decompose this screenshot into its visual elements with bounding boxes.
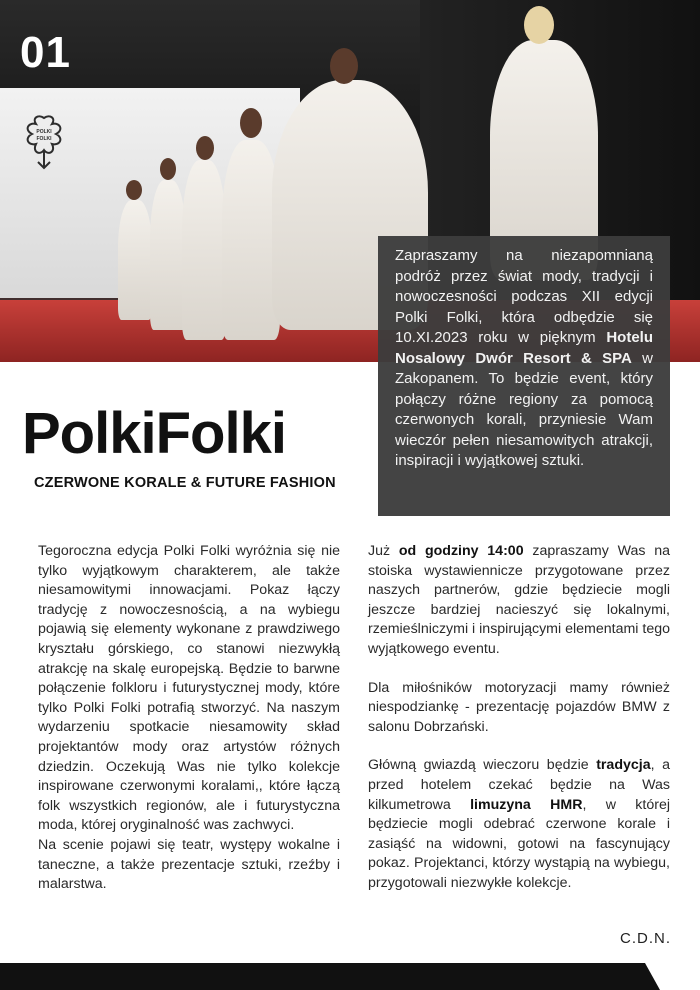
time-highlight: od godziny 14:00 xyxy=(398,543,524,559)
text-span: Już xyxy=(368,543,399,559)
right-column xyxy=(368,542,670,894)
right-paragraph-2: Dla miłośników motoryzacji mamy również niespodziankę - prezentację pojazdów BMW z salonu Dobrzański. xyxy=(368,679,670,735)
right-paragraph-3 xyxy=(368,756,670,893)
text-span: , w której będziecie mogli odebrać czerwone korale i zasiąść na widowni, gotowi na fascynujący pokaz. Projektanci, którzy wystąpią na wybiegu, przygotowali niezwykłe kolekcje. xyxy=(368,796,670,891)
intro-text: Zapraszamy na niezapomnianą podróż przez świat mody, tradycji i nowoczesności podczas XII edycji Polki Folki, która odbędzie się 10.XI.2023 roku w pięknym xyxy=(395,247,653,346)
svg-text:POLKI: POLKI xyxy=(36,129,52,135)
svg-text:FOLKI: FOLKI xyxy=(36,136,52,142)
venue-name: Hotelu Nosalowy Dwór Resort & SPA xyxy=(395,329,653,367)
footer-bar xyxy=(0,963,660,990)
model-head xyxy=(240,108,262,138)
text-span: zapraszamy Was na stoiska wystawiennicze przygotowane przez naszych partnerów, gdzie będziecie mogli jeszcze bardziej nacieszyć się lokalnymi, rzemieślniczymi i inspirującymi elementami tego wyjątkowego eventu. xyxy=(368,543,670,657)
to-be-continued: C.D.N. xyxy=(620,930,671,947)
tradition-highlight: tradycja xyxy=(596,757,651,774)
model-head xyxy=(196,136,214,160)
model-figure xyxy=(182,160,226,340)
left-paragraph-1: Tegoroczna edycja Polki Folki wyróżnia się nie tylko wyjątkowym charakterem, ale także niesamowitymi innowacjami. Pokaz łączy tradycję z nowoczesnością, a na wybiegu pojawią się elementy wykonane z prawdziwego kryształu górskiego, co stanowi niezwykłą atrakcję na skalę europejską. Będzie to barwne połączenie folkloru i futurystycznej mody, które tylko Polki Folki potrafią stworzyć. Na naszym wydarzeniu spotkacie niesamowity skład projektantów mody oraz artystów różnych dziedzin. Oczekują Was nie tylko kolekcje inspirowane czerwonymi koralami,, które łączą folk wszystkich regionów, ale i futurystyczna moda, której oryginalność was zachwyci. xyxy=(38,543,340,834)
brand-title: PolkiFolki xyxy=(22,401,286,466)
right-paragraph-1 xyxy=(368,542,670,660)
model-head xyxy=(330,48,358,84)
model-figure xyxy=(150,180,186,330)
left-paragraph-2: Na scenie pojawi się teatr, występy wokalne i taneczne, a także prezentacje sztuki, rzeźby i malarstwa. xyxy=(38,836,340,893)
left-column xyxy=(38,542,340,895)
polki-folki-logo xyxy=(18,112,70,170)
model-head xyxy=(524,6,554,44)
text-span: , a przed hotelem czekać będzie na Was kilkumetrowa xyxy=(368,757,670,813)
page-number: 01 xyxy=(20,28,71,77)
intro-text-end: w Zakopanem. To będzie event, który połączy różne regiony za pomocą czerwonych korali, przyniesie Wam wieczór pełen niesamowitych atrakcji, inspiracji i wyjątkowej sztuki. xyxy=(395,349,654,469)
text-span: Główną gwiazdą wieczoru będzie xyxy=(368,757,597,774)
intro-text-box xyxy=(378,236,670,516)
model-figure xyxy=(118,200,152,320)
model-head xyxy=(126,180,142,200)
brand-tagline: CZERWONE KORALE & FUTURE FASHION xyxy=(34,475,336,491)
limousine-highlight: limuzyna HMR xyxy=(470,796,583,813)
model-head xyxy=(160,158,176,180)
